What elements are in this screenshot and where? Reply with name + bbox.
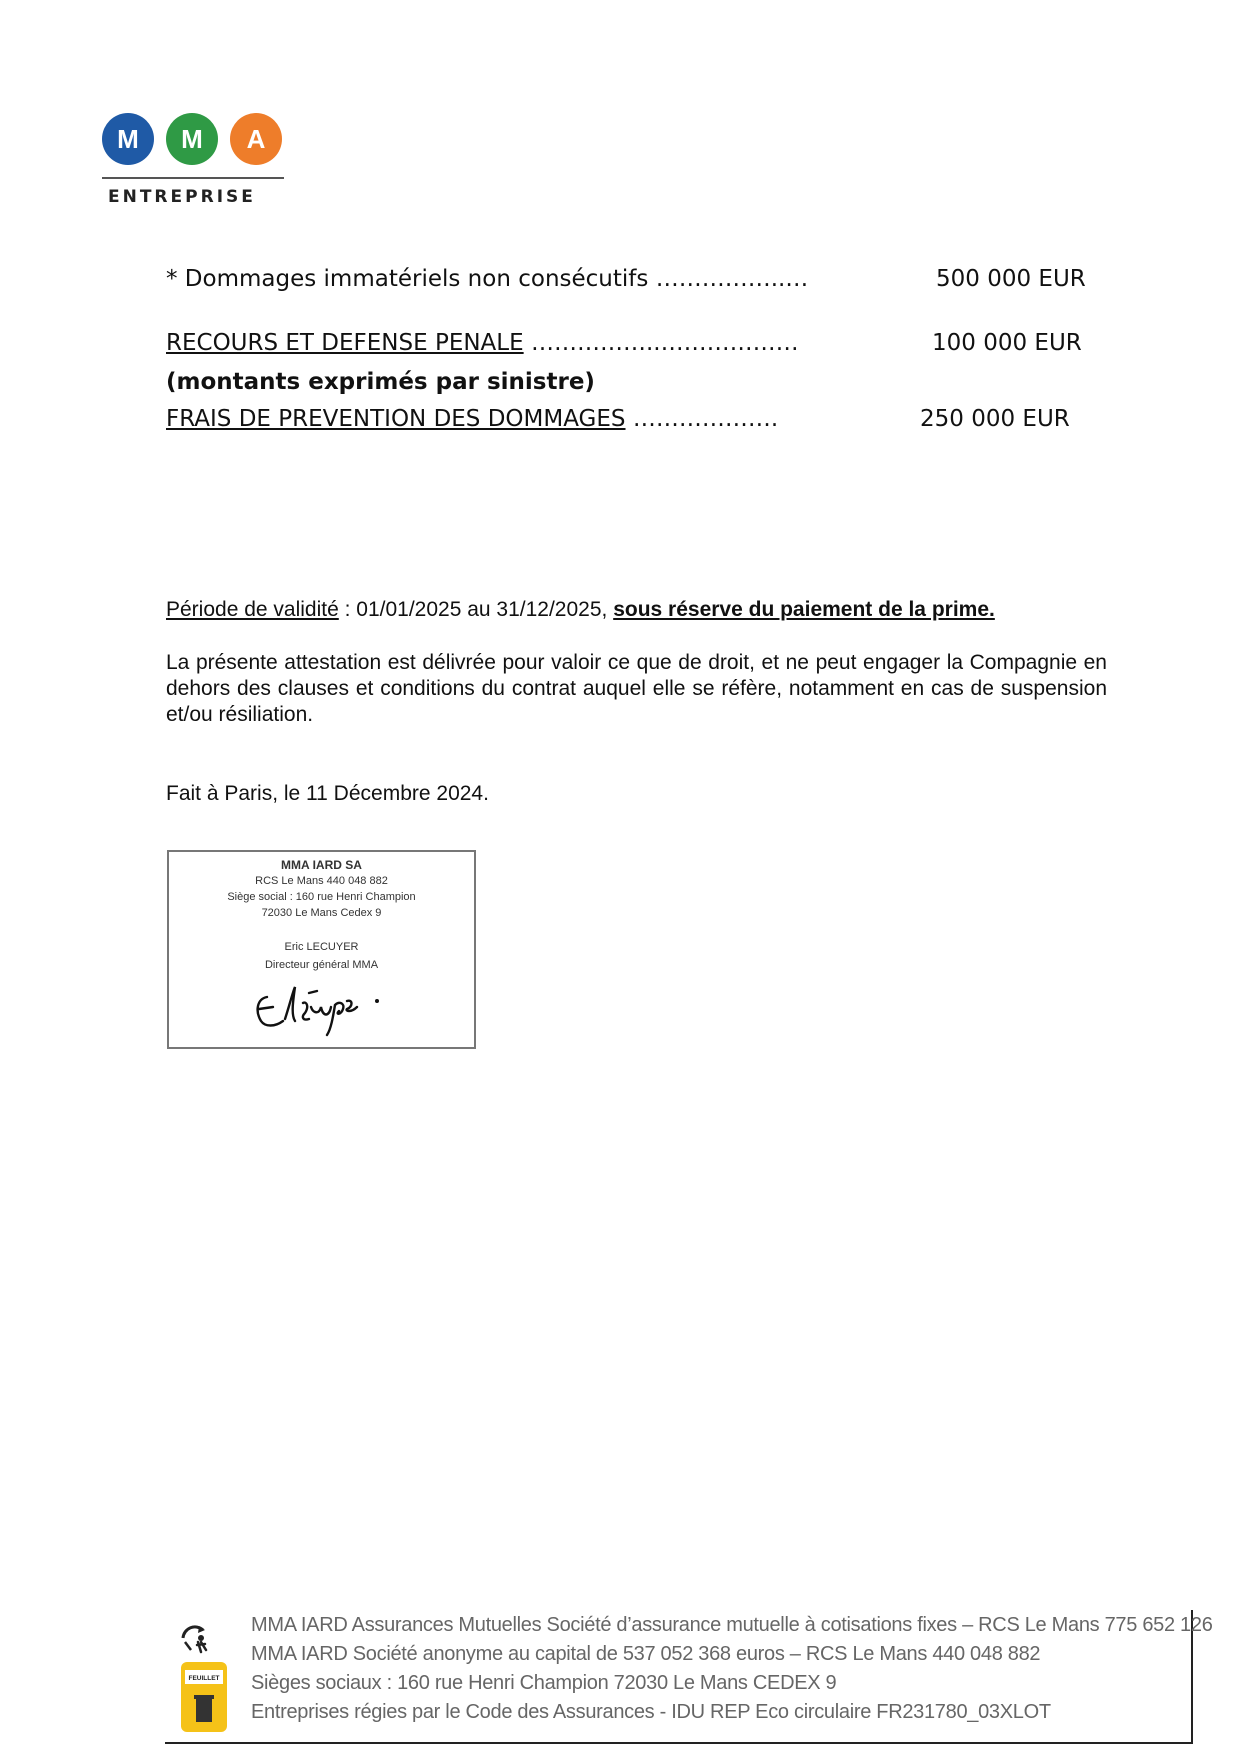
triman-recycling-icon bbox=[177, 1622, 213, 1654]
coverage-note bbox=[166, 369, 595, 395]
stamp-company: MMA IARD SA bbox=[281, 858, 362, 872]
stamp-signer: Eric LECUYER bbox=[284, 941, 359, 953]
signature-stamp bbox=[167, 850, 476, 1049]
coverage-prevention-amount: 250 000 EUR bbox=[920, 406, 1070, 432]
coverage-recours-amount: 100 000 EUR bbox=[932, 330, 1082, 356]
coverage-immateriels bbox=[166, 266, 808, 292]
coverage-immateriels-label: * Dommages immatériels non consécutifs bbox=[166, 266, 649, 292]
coverage-recours bbox=[166, 330, 799, 356]
footer-line-2: MMA IARD Société anonyme au capital de 537 052 368 euros – RCS Le Mans 440 048 882 bbox=[251, 1643, 1041, 1665]
logo-a-circle: A bbox=[230, 113, 282, 165]
logo-m1-circle: M bbox=[102, 113, 154, 165]
attestation-paragraph: La présente attestation est délivrée pour valoir ce que de droit, et ne peut engager la Compagnie en dehors des clauses et conditions du contrat auquel elle se réfère, notamment en cas de suspension et/ou résiliation. bbox=[166, 651, 1107, 726]
coverage-prevention-dots: ………………. bbox=[632, 406, 779, 432]
coverage-immateriels-amount: 500 000 EUR bbox=[936, 266, 1086, 292]
logo-subtitle: ENTREPRISE bbox=[108, 187, 256, 207]
logo-rule bbox=[102, 177, 284, 179]
footer-bottom-border bbox=[165, 1742, 1193, 1744]
footer-line-1: MMA IARD Assurances Mutuelles Société d’assurance mutuelle à cotisations fixes – RCS Le Mans 775 652 126 bbox=[251, 1614, 1213, 1636]
coverage-recours-label: RECOURS ET DEFENSE PENALE bbox=[166, 330, 524, 356]
validity-line bbox=[166, 597, 995, 623]
feuillet-recycling-icon bbox=[179, 1660, 229, 1734]
coverage-recours-dots: ……………..……………… bbox=[530, 330, 799, 356]
stamp-title: Directeur général MMA bbox=[264, 959, 379, 971]
coverage-prevention-label: FRAIS DE PREVENTION DES DOMMAGES bbox=[166, 406, 626, 432]
stamp-siege: Siège social : 160 rue Henri Champion bbox=[227, 891, 416, 903]
validity-period: : 01/01/2025 au 31/12/2025, bbox=[338, 598, 614, 621]
mma-entreprise-logo bbox=[102, 113, 284, 213]
place-date: Fait à Paris, le 11 Décembre 2024. bbox=[166, 782, 489, 805]
handwritten-signature bbox=[249, 977, 399, 1037]
coverage-prevention bbox=[166, 406, 778, 432]
stamp-rcs: RCS Le Mans 440 048 882 bbox=[255, 875, 388, 887]
legal-footer bbox=[165, 1610, 1213, 1744]
stamp-city: 72030 Le Mans Cedex 9 bbox=[261, 907, 382, 919]
validity-reserve: sous réserve du paiement de la prime. bbox=[613, 598, 995, 621]
footer-line-4: Entreprises régies par le Code des Assurances - IDU REP Eco circulaire FR231780_03XLOT bbox=[251, 1701, 1051, 1723]
footer-line-3: Sièges sociaux : 160 rue Henri Champion 72030 Le Mans CEDEX 9 bbox=[251, 1672, 837, 1694]
validity-label: Période de validité bbox=[166, 598, 339, 621]
feuillet-label: FEUILLET bbox=[188, 1675, 220, 1682]
logo-m2-circle: M bbox=[166, 113, 218, 165]
coverage-immateriels-dots: ……………..… bbox=[655, 266, 809, 292]
coverage-note-text: (montants exprimés par sinistre) bbox=[166, 369, 595, 395]
